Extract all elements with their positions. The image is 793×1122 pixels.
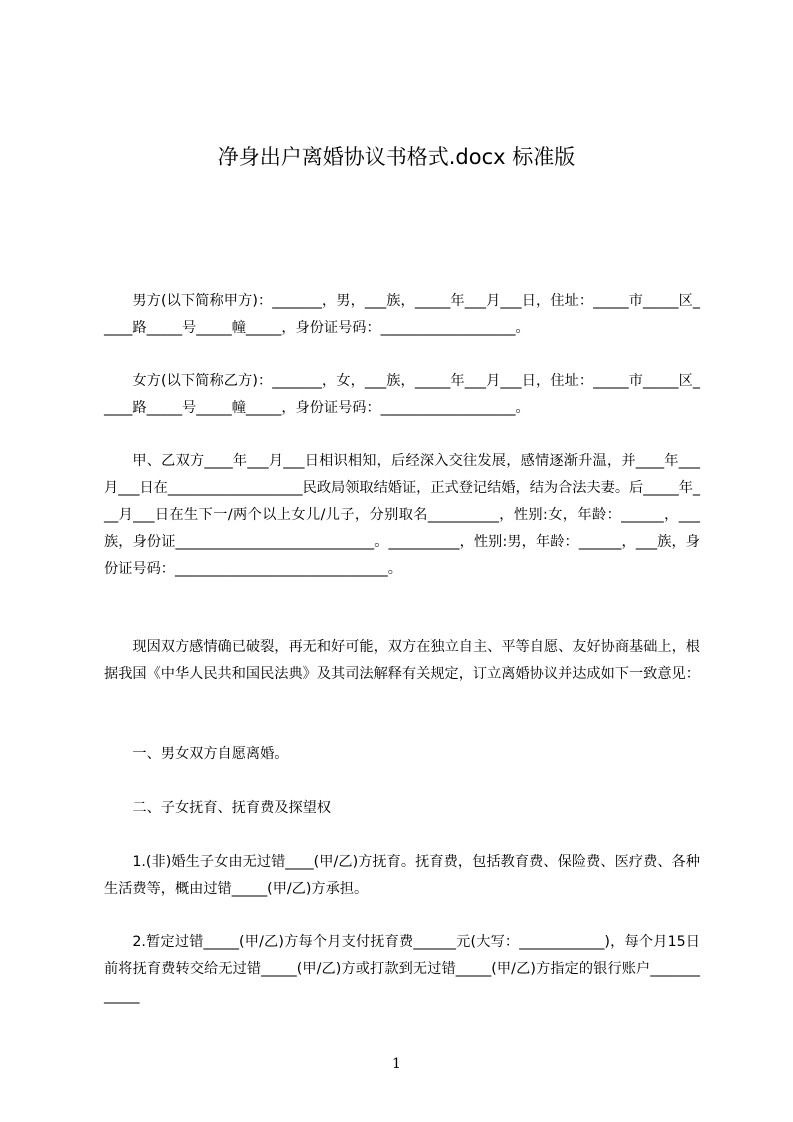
paragraph-text: 现因双方感情确已破裂，再无和好可能，双方在独立自主、平等自愿、友好协商基础上，根据我国《中华人民共和国民法典》及其司法解释有关规定，订立离婚协议并达成如下一致意见： — [104, 639, 700, 682]
section-heading-children — [104, 795, 700, 822]
document-title: 净身出户离婚协议书格式.docx 标准版 — [217, 145, 576, 169]
agreement-basis-paragraph — [104, 634, 700, 688]
marriage-history-paragraph — [104, 448, 700, 583]
paragraph-text: 男方(以下简称甲方)：_______，男，___族，_____年___月___日，住址：_____市_____区_____路_____号_____幢_____，身份证号码：___________________。 — [104, 293, 700, 336]
paragraph-text: 2.暂定过错_____(甲/乙)方每个月支付抚育费______元(大写：____________)，每个月15日前将抚育费转交给无过错_____(甲/乙)方或打款到无过错_____(甲/乙)方指定的银行账户____________ — [104, 934, 700, 1004]
party-b-paragraph — [104, 368, 700, 422]
child-support-clause — [104, 929, 700, 1010]
section-heading: 一、男女双方自愿离婚。 — [132, 746, 289, 762]
child-custody-clause — [104, 849, 700, 903]
page-number: 1 — [392, 1056, 401, 1072]
party-a-paragraph — [104, 288, 700, 342]
section-heading-divorce — [104, 741, 700, 768]
paragraph-text: 女方(以下简称乙方)：_______，女，___族，_____年___月___日，住址：_____市_____区_____路_____号_____幢_____，身份证号码：___________________。 — [104, 373, 700, 416]
section-heading: 二、子女抚育、抚育费及探望权 — [132, 800, 332, 816]
paragraph-text: 1.(非)婚生子女由无过错____(甲/乙)方抚育。抚育费，包括教育费、保险费、医疗费、各种生活费等，概由过错_____(甲/乙)方承担。 — [104, 854, 700, 897]
paragraph-text: 甲、乙双方____年___月___日相识相知，后经深入交往发展，感情逐渐升温，并____年___月___日在___________________民政局领取结婚证，正式登记结婚，结为合法夫妻。后_____年___月___日在生下一/两个以上女儿/儿子，分别取名__________，性别:女，年龄：______，___族，身份证____________________________。__________，性别:男，年龄：______，___族，身份证号码：______________________________。 — [104, 453, 700, 577]
